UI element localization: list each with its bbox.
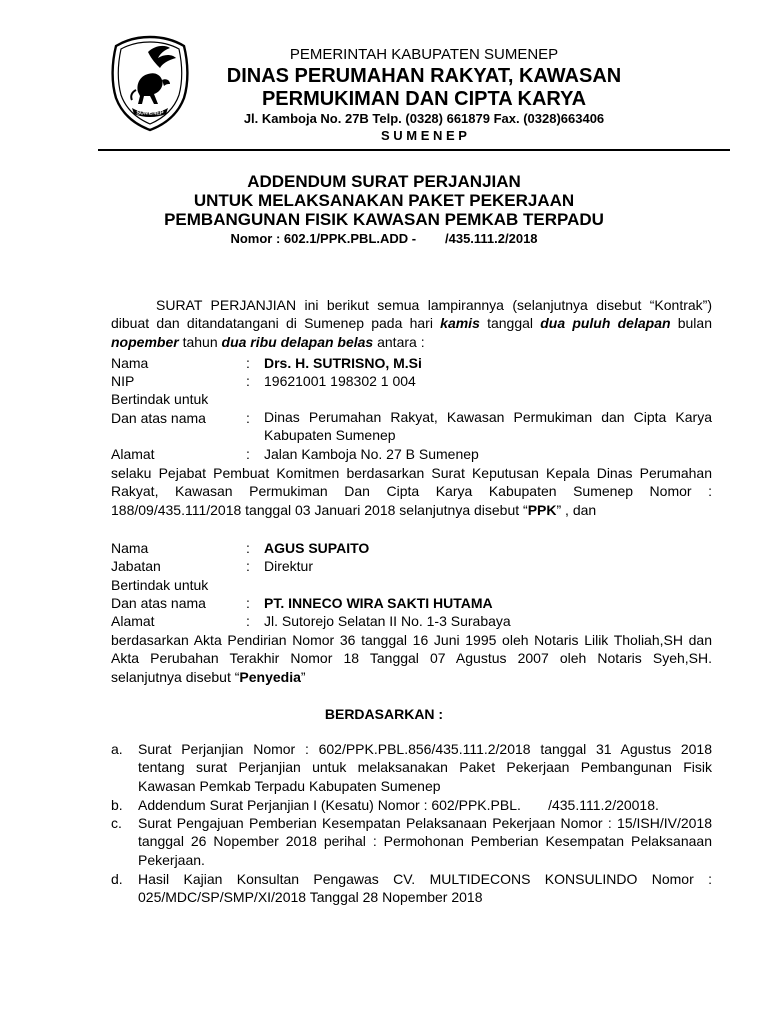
party2-nama-label: Nama bbox=[111, 540, 149, 556]
party1-nama-label: Nama bbox=[111, 355, 149, 371]
list-item: Hasil Kajian Konsultan Pengawas CV. MULTIDECONS KONSULINDO Nomor : 025/MDC/SP/SMP/XI/2018 Tanggal 28 Nopember 2018 bbox=[138, 871, 712, 906]
list-item: Surat Pengajuan Pemberian Kesempatan Pelaksanaan Pekerjaan Nomor : 15/ISH/IV/2018 tanggal 26 Nopember 2018 perihal : Permohonan Pemberian Kesempatan Pelaksanaan Pekerjaan. bbox=[138, 815, 712, 868]
colon: : bbox=[246, 410, 250, 426]
intro-paragraph bbox=[111, 296, 712, 351]
colon: : bbox=[246, 558, 250, 574]
party1-description: selaku Pejabat Pembuat Komitmen berdasarkan Surat Keputusan Kepala Dinas Perumahan Rakyat, Kawasan Permukiman Dan Cipta Karya Kabupaten Sumenep Nomor : 188/09/435.111/2018 tanggal 03 Januari 2018 selanjutnya disebut “PPK” , dan bbox=[111, 465, 712, 518]
party2-nama-value: AGUS SUPAITO bbox=[264, 540, 370, 556]
doc-number: Nomor : 602.1/PPK.PBL.ADD - /435.111.2/2018 bbox=[230, 231, 538, 246]
party2-jabatan-value: Direktur bbox=[264, 558, 314, 574]
doc-title-line1: ADDENDUM SURAT PERJANJIAN bbox=[247, 172, 521, 191]
letterhead-divider bbox=[98, 149, 730, 151]
list-item: Surat Perjanjian Nomor : 602/PPK.PBL.856/435.111.2/2018 tanggal 31 Agustus 2018 tentang surat Perjanjian untuk melaksanakan Paket Pekerjaan Pembangunan Fisik Kawasan Pemkab Terpadu Kabupaten Sumenep bbox=[138, 741, 712, 794]
party1-nip-value: 19621001 198302 1 004 bbox=[264, 373, 416, 389]
list-item: Addendum Surat Perjanjian I (Kesatu) Nomor : 602/PPK.PBL. /435.111.2/20018. bbox=[138, 797, 659, 813]
party2-atasnama-value: PT. INNECO WIRA SAKTI HUTAMA bbox=[264, 595, 493, 611]
list-item-marker: b. bbox=[111, 797, 123, 813]
party2-atasnama-label: Dan atas nama bbox=[111, 595, 206, 611]
agency-address: Jl. Kamboja No. 27B Telp. (0328) 661879 Fax. (0328)663406 bbox=[243, 111, 605, 126]
colon: : bbox=[246, 355, 250, 371]
colon: : bbox=[246, 373, 250, 389]
party2-alamat-label: Alamat bbox=[111, 613, 155, 629]
party2-jabatan-label: Jabatan bbox=[111, 558, 161, 574]
colon: : bbox=[246, 595, 250, 611]
party1-alamat-label: Alamat bbox=[111, 446, 155, 462]
doc-title-line2: UNTUK MELAKSANAKAN PAKET PEKERJAAN bbox=[193, 191, 575, 210]
party2-bertindak-label: Bertindak untuk bbox=[111, 577, 209, 593]
colon: : bbox=[246, 540, 250, 556]
colon: : bbox=[246, 613, 250, 629]
gov-name: PEMERINTAH KABUPATEN SUMENEP bbox=[289, 46, 559, 63]
party2-alamat-value: Jl. Sutorejo Selatan II No. 1-3 Surabaya bbox=[264, 613, 511, 629]
party1-atasnama-label: Dan atas nama bbox=[111, 410, 206, 426]
doc-title-line3: PEMBANGUNAN FISIK KAWASAN PEMKAB TERPADU bbox=[164, 210, 604, 229]
intro-line1: SURAT PERJANJIAN ini berikut semua lampirannya (selanjutnya disebut “Kontrak”) bbox=[156, 297, 712, 313]
agency-name-line1: DINAS PERUMAHAN RAKYAT, KAWASAN bbox=[226, 65, 622, 87]
agency-name-line2: PERMUKIMAN DAN CIPTA KARYA bbox=[261, 88, 587, 110]
intro-line3: nopember tahun dua ribu delapan belas antara : bbox=[111, 333, 425, 350]
svg-text:SUMENEP: SUMENEP bbox=[136, 110, 164, 117]
party1-atasnama-value: Dinas Perumahan Rakyat, Kawasan Permukiman dan Cipta Karya Kabupaten Sumenep bbox=[264, 409, 712, 444]
party1-bertindak-label: Bertindak untuk bbox=[111, 391, 209, 407]
party1-alamat-value: Jalan Kamboja No. 27 B Sumenep bbox=[264, 446, 479, 462]
agency-city: S U M E N E P bbox=[381, 128, 467, 143]
party1-nama-value: Drs. H. SUTRISNO, M.Si bbox=[264, 355, 422, 371]
list-item-marker: d. bbox=[111, 871, 123, 887]
intro-line2: dibuat dan ditandatangani di Sumenep pada hari kamis tanggal dua puluh delapan bulan bbox=[111, 315, 712, 332]
list-item-marker: a. bbox=[111, 741, 123, 757]
party1-nip-label: NIP bbox=[111, 373, 135, 389]
letterhead bbox=[0, 0, 768, 152]
party2-description: berdasarkan Akta Pendirian Nomor 36 tanggal 16 Juni 1995 oleh Notaris Lilik Tholiah,SH dan Akta Perubahan Terakhir Nomor 18 Tanggal 07 Agustus 2007 oleh Notaris Syeh,SH. selanjutnya disebut “Penyedia” bbox=[111, 632, 712, 685]
list-item-marker: c. bbox=[111, 815, 122, 831]
colon: : bbox=[246, 446, 250, 462]
berdasarkan-heading: BERDASARKAN : bbox=[324, 706, 444, 722]
